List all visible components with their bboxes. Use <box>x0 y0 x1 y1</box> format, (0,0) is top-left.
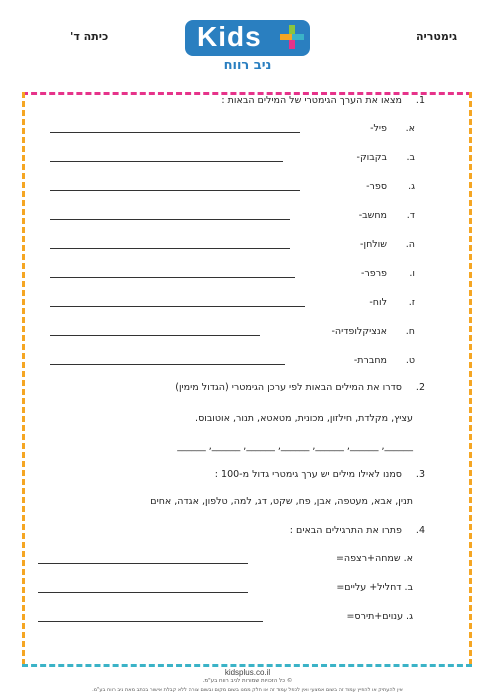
word-list: עציץ, מקלדת, חילזון, מכונית, מטאטא, תנור, אוטובוס. <box>195 413 413 424</box>
item-word: מחברת- <box>353 355 387 366</box>
answer-line[interactable] <box>50 364 285 365</box>
item-word: פיל- <box>370 123 387 134</box>
question-3 <box>215 469 425 480</box>
question-4 <box>290 525 425 536</box>
answer-line[interactable] <box>38 621 263 622</box>
logo-text: Kids <box>197 21 262 52</box>
item-letter: ח. <box>405 326 415 337</box>
answer-line[interactable] <box>50 161 283 162</box>
ordering-blanks[interactable]: ______, ______, ______, ______, ______, ______, ______ <box>177 441 413 452</box>
exercise-text: א. שמחה+רצפה= <box>335 553 413 564</box>
question-2 <box>175 382 425 393</box>
question-number: 1. <box>415 95 425 106</box>
item-letter: א. <box>405 123 415 134</box>
question-text: פתרו את התרגילים הבאים : <box>289 525 402 536</box>
frame-bottom-border <box>22 664 472 667</box>
kids-logo <box>185 20 310 72</box>
item-word: לוח- <box>369 297 387 308</box>
footer-note: אין להעתיק או להפיץ עמוד זה בשום אמצעי ואין לכפל עמוד זה או חלק ממנו בשום מקום ובשום צורה ללא קבלת אישור בכתב מאת ניב רווח בע"מ. <box>92 687 403 693</box>
question-text: מצאו את הערך הגימטרי של המילים הבאות : <box>221 95 402 106</box>
topic-title: גימטריה <box>415 30 457 43</box>
word-list: תנין, אבא, מעטפה, אבן, פח, שקט, דג, למה, טלפון, אגדה, אחים <box>150 496 413 507</box>
answer-line[interactable] <box>50 190 300 191</box>
item-word: אנציקלופדיה- <box>331 326 387 337</box>
question-text: סמנו לאילו מילים יש ערך גימטרי גדול מ-100 : <box>214 469 402 480</box>
grade-label: כיתה ד' <box>70 30 109 43</box>
item-letter: ד. <box>406 210 415 221</box>
answer-line[interactable] <box>50 335 260 336</box>
question-number: 3. <box>415 469 425 480</box>
footer-url: kidsplus.co.il <box>224 668 271 677</box>
answer-line[interactable] <box>50 132 300 133</box>
frame-right-border <box>469 92 472 665</box>
footer-copyright: © כל הזכויות שמורות לניב רווח בע"מ. <box>202 678 293 684</box>
item-word: ספר- <box>366 181 387 192</box>
exercise-text: ג. ענוים+תירס= <box>346 611 413 622</box>
answer-line[interactable] <box>50 277 295 278</box>
question-number: 2. <box>415 382 425 393</box>
item-letter: ז. <box>408 297 415 308</box>
item-word: פרפר- <box>360 268 387 279</box>
answer-line[interactable] <box>38 592 248 593</box>
exercise-text: ב. דחליל+ עליים= <box>336 582 413 593</box>
exercise-row <box>38 582 413 593</box>
exercise-row <box>38 611 413 622</box>
item-letter: ט. <box>405 355 415 366</box>
item-word: מחשב- <box>358 210 387 221</box>
answer-line[interactable] <box>50 248 290 249</box>
question-1 <box>221 95 425 106</box>
answer-line[interactable] <box>50 306 305 307</box>
answer-line[interactable] <box>50 219 290 220</box>
item-word: שולחן- <box>360 239 387 250</box>
frame-left-border <box>22 92 25 665</box>
plus-logo-icon <box>279 24 305 50</box>
exercise-row <box>38 553 413 564</box>
answer-line[interactable] <box>38 563 248 564</box>
question-text: סדרו את המילים הבאות לפי ערכן הגימטרי (הגדול מימין) <box>175 382 402 393</box>
item-word: בקבוק- <box>356 152 387 163</box>
logo-subtitle: ניב רווח <box>223 58 272 73</box>
item-letter: ו. <box>409 268 415 279</box>
question-number: 4. <box>415 525 425 536</box>
item-letter: ה. <box>405 239 415 250</box>
item-letter: ג. <box>408 181 415 192</box>
item-letter: ב. <box>406 152 415 163</box>
